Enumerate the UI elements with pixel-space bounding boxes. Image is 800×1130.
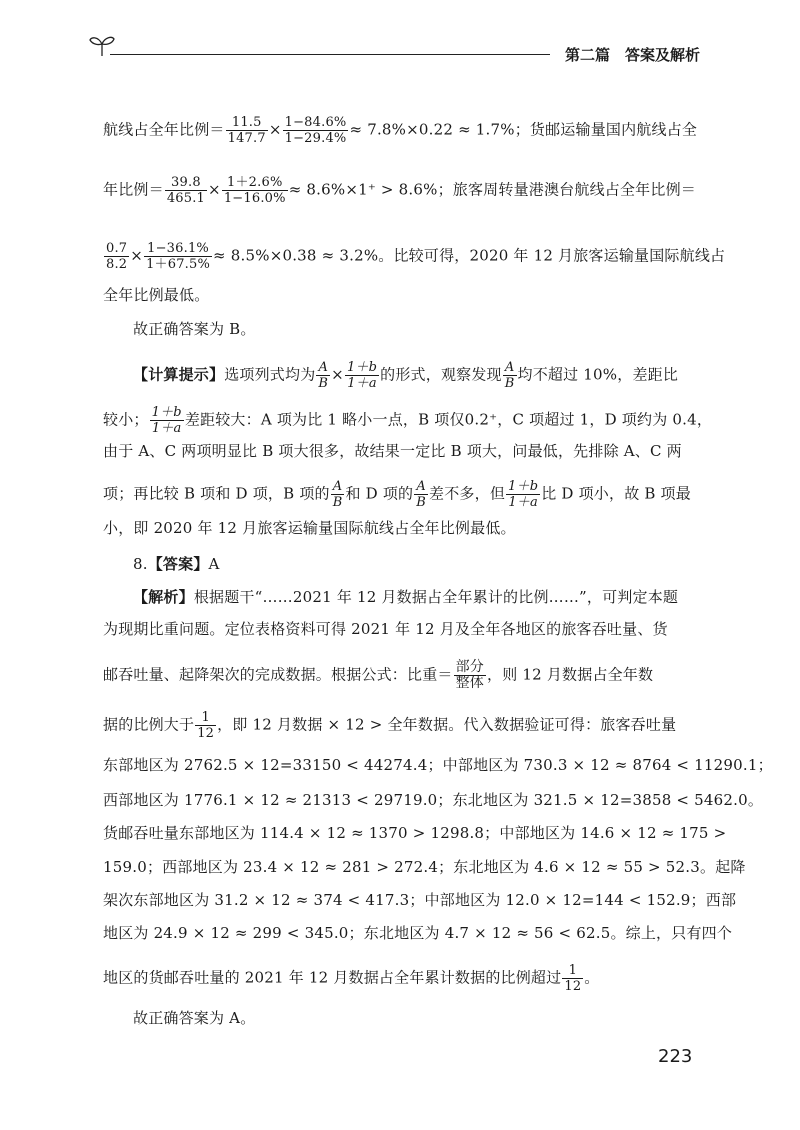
fraction: $\frac{39.8}{465.1}$ [166, 175, 206, 206]
page-header [88, 30, 700, 70]
text-line: $\frac{0.7}{8.2}$ × $\frac{1-36.1\%}{1+67.5\%}$ ≈ 8.5%×0.38 ≈ 3.2%。比较可得，2020 年 12 月旅客运输量国际航线占 [106, 241, 726, 272]
text-line: 较小； $\frac{1+b}{1+a}$ 差距较大：A 项为比 1 略小一点，B 项仅0.2⁺，C 项超过 1，D 项约为 0.4， [103, 405, 713, 436]
fraction: $\frac{11.5}{147.7}$ [227, 115, 266, 146]
hint-line: 【计算提示】选项列式均为 $\frac{A}{B}$ × $\frac{1+b}{1+a}$ 的形式，观察发现 $\frac{A}{B}$ 均不超过 10%，差距比 [133, 360, 679, 391]
fraction: $\frac{1+2.6\%}{1-16.0\%}$ [223, 175, 286, 206]
text-line: 西部地区为 1776.1 × 12 ≈ 21313 < 29719.0；东北地区为 321.5 × 12=3858 < 5462.0。 [103, 791, 764, 809]
fraction: $\frac{A}{B}$ [318, 360, 329, 391]
text-line: 由于 A、C 两项明显比 B 项大很多，故结果一定比 B 项大，问最低，先排除 A、C 两 [103, 442, 682, 460]
fraction: $\frac{A}{B}$ [332, 479, 343, 510]
question-answer-line: 8.【答案】A [133, 555, 220, 573]
fraction: $\frac{1+b}{1+a}$ [508, 479, 539, 510]
text-line: 地区的货邮吞吐量的 2021 年 12 月数据占全年累计数据的比例超过 $\frac{1}{12}$ 。 [103, 963, 600, 994]
text-line: 为现期比重问题。定位表格资料可得 2021 年 12 月及全年各地区的旅客吞吐量、货 [103, 620, 668, 638]
section-title: 第二篇 答案及解析 [564, 46, 700, 64]
text-line: 东部地区为 2762.5 × 12=33150 < 44274.4；中部地区为 730.3 × 12 ≈ 8764 < 11290.1； [103, 756, 773, 774]
text-line: 159.0；西部地区为 23.4 × 12 ≈ 281 > 272.4；东北地区为 4.6 × 12 ≈ 55 > 52.3。起降 [103, 858, 746, 876]
fraction: $\frac{1+b}{1+a}$ [346, 360, 378, 391]
text-line: 架次东部地区为 31.2 × 12 ≈ 374 < 417.3；中部地区为 12.0 × 12=144 < 152.9；西部 [103, 891, 737, 909]
fraction: $\frac{A}{B}$ [416, 479, 427, 510]
fraction: $\frac{1}{12}$ [197, 710, 215, 741]
text-line: 地区为 24.9 × 12 ≈ 299 < 345.0；东北地区为 4.7 × 12 ≈ 56 < 62.5。综上，只有四个 [103, 924, 733, 942]
text-line: 货邮吞吐量东部地区为 114.4 × 12 ≈ 1370 > 1298.8；中部地区为 14.6 × 12 ≈ 175 > [103, 824, 727, 842]
analysis-tag: 【解析】 [133, 588, 194, 606]
page-number: 223 [658, 1046, 693, 1067]
text-line: 小，即 2020 年 12 月旅客运输量国际航线占全年比例最低。 [103, 519, 516, 537]
text-line: 航线占全年比例＝ $\frac{11.5}{147.7}$ × $\frac{1-84.6\%}{1-29.4\%}$ ≈ 7.8%×0.22 ≈ 1.7%；货邮运输量国内航线占全 [103, 115, 698, 146]
text-line: 邮吞吐量、起降架次的完成数据。根据公式：比重＝ $\frac{\text{部分}}{\text{整体}}$ ，则 12 月数据占全年数 [103, 659, 654, 691]
hint-tag: 【计算提示】 [133, 365, 225, 384]
text-line: 据的比例大于 $\frac{1}{12}$ ，即 12 月数据 × 12 > 全年数据。代入数据验证可得：旅客吞吐量 [103, 710, 677, 741]
answer-tag: 【答案】 [147, 555, 209, 573]
text-line: 全年比例最低。 [103, 286, 210, 304]
fraction: $\frac{1+b}{1+a}$ [151, 405, 182, 436]
answer-line: 故正确答案为 B。 [133, 320, 256, 338]
fraction: $\frac{1-84.6\%}{1-29.4\%}$ [284, 115, 347, 146]
fraction: $\frac{1-36.1\%}{1+67.5\%}$ [146, 241, 211, 272]
text-line: 年比例＝ $\frac{39.8}{465.1}$ × $\frac{1+2.6\%}{1-16.0\%}$ ≈ 8.6%×1⁺ > 8.6%；旅客周转量港澳台航线占全年比例＝ [103, 175, 696, 206]
fraction: $\frac{A}{B}$ [504, 360, 515, 391]
fraction: $\frac{1}{12}$ [564, 963, 582, 994]
text-line: 项；再比较 B 项和 D 项，B 项的 $\frac{A}{B}$ 和 D 项的 $\frac{A}{B}$ 差不多，但 $\frac{1+b}{1+a}$ 比 D 项小，故 B 项最 [103, 479, 691, 510]
fraction: $\frac{0.7}{8.2}$ [106, 241, 128, 272]
analysis-line: 【解析】根据题干“……2021 年 12 月数据占全年累计的比例……”，可判定本题 [133, 588, 679, 606]
fraction: $\frac{\text{部分}}{\text{整体}}$ [455, 659, 485, 691]
header-rule [110, 54, 550, 55]
answer-line: 故正确答案为 A。 [133, 1009, 256, 1027]
